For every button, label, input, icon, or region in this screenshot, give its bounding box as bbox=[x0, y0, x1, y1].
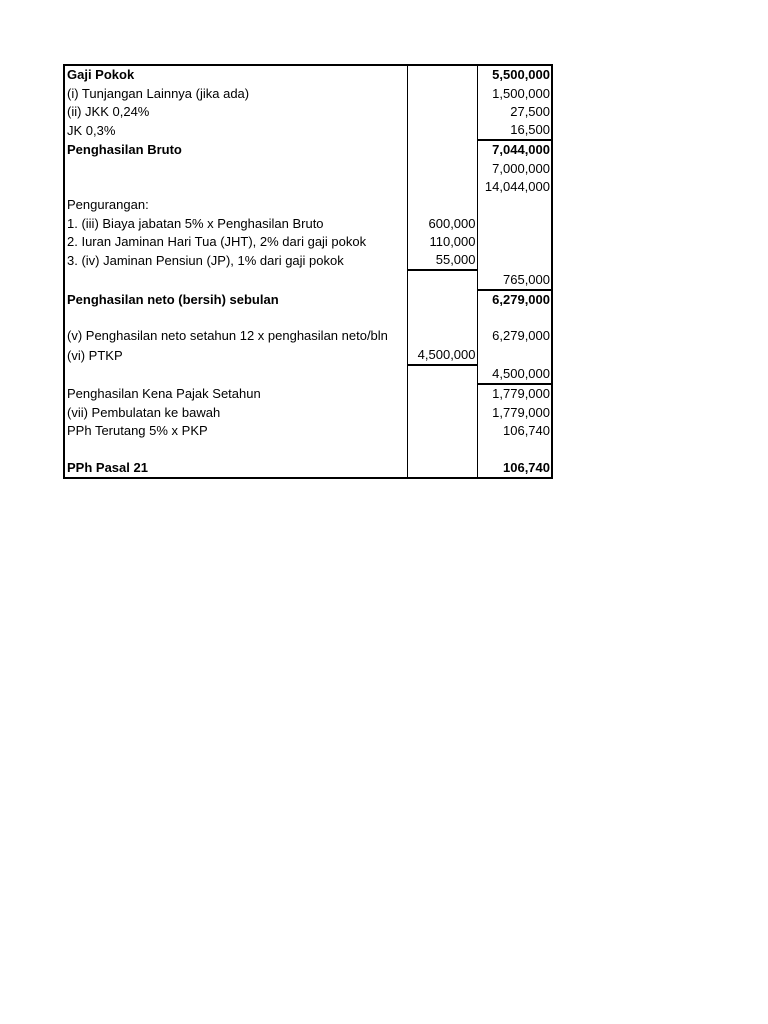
row-label: Penghasilan neto (bersih) sebulan bbox=[67, 291, 279, 307]
table-row bbox=[65, 121, 551, 140]
row-deduction-value bbox=[407, 140, 477, 159]
table-row bbox=[65, 290, 551, 309]
table-row bbox=[65, 422, 551, 440]
table-row bbox=[65, 440, 551, 458]
row-label: Gaji Pokok bbox=[67, 67, 135, 83]
row-label bbox=[65, 178, 407, 196]
row-amount bbox=[477, 196, 551, 214]
row-amount: 106,740 bbox=[503, 422, 550, 438]
row-deduction-value bbox=[407, 121, 477, 140]
row-deduction-value bbox=[407, 178, 477, 196]
table-row bbox=[65, 270, 551, 289]
row-deduction-value: 55,000 bbox=[407, 251, 477, 270]
row-deduction-value bbox=[407, 458, 477, 476]
table-row bbox=[65, 196, 551, 214]
row-deduction-value: 600,000 bbox=[407, 214, 477, 232]
row-deduction-value: 4,500,000 bbox=[407, 345, 477, 364]
row-label bbox=[65, 270, 407, 289]
table-row bbox=[65, 66, 551, 84]
row-label: (v) Penghasilan neto setahun 12 x penghasilan neto/bln bbox=[67, 328, 388, 344]
row-label bbox=[65, 309, 407, 327]
row-label: PPh Pasal 21 bbox=[67, 459, 148, 475]
table-row bbox=[65, 251, 551, 270]
pph21-table bbox=[65, 66, 551, 477]
row-amount: 16,500 bbox=[510, 122, 550, 138]
table-row bbox=[65, 84, 551, 102]
row-deduction-value bbox=[407, 309, 477, 327]
row-deduction-value bbox=[407, 103, 477, 121]
row-label: 1. (iii) Biaya jabatan 5% x Penghasilan Bruto bbox=[67, 215, 324, 231]
row-amount bbox=[477, 233, 551, 251]
table-row bbox=[65, 309, 551, 327]
row-amount bbox=[477, 440, 551, 458]
row-label: (vi) PTKP bbox=[67, 347, 123, 363]
table-row bbox=[65, 140, 551, 159]
row-label bbox=[65, 365, 407, 384]
row-label: 3. (iv) Jaminan Pensiun (JP), 1% dari gaji pokok bbox=[67, 253, 344, 269]
row-amount: 7,000,000 bbox=[492, 160, 550, 176]
row-deduction-value bbox=[407, 159, 477, 177]
row-deduction-value bbox=[407, 365, 477, 384]
row-label: Penghasilan Bruto bbox=[67, 142, 182, 158]
row-label: (i) Tunjangan Lainnya (jika ada) bbox=[67, 85, 250, 101]
row-amount: 765,000 bbox=[503, 271, 550, 287]
row-amount: 6,279,000 bbox=[492, 328, 550, 344]
row-amount: 14,044,000 bbox=[484, 179, 550, 195]
table-row bbox=[65, 458, 551, 476]
row-label: PPh Terutang 5% x PKP bbox=[67, 422, 208, 438]
row-amount: 4,500,000 bbox=[492, 366, 550, 382]
row-deduction-value bbox=[407, 66, 477, 84]
table-row bbox=[65, 327, 551, 345]
table-body bbox=[65, 66, 551, 477]
row-deduction-value bbox=[407, 84, 477, 102]
table-row bbox=[65, 345, 551, 364]
table-row bbox=[65, 384, 551, 403]
row-amount: 6,279,000 bbox=[477, 290, 551, 309]
row-label: Penghasilan Kena Pajak Setahun bbox=[67, 386, 261, 402]
row-deduction-value bbox=[407, 196, 477, 214]
row-label: 2. Iuran Jaminan Hari Tua (JHT), 2% dari gaji pokok bbox=[67, 233, 367, 249]
row-label: Pengurangan: bbox=[67, 197, 149, 213]
table-row bbox=[65, 178, 551, 196]
row-amount bbox=[477, 345, 551, 364]
row-amount: 1,779,000 bbox=[492, 404, 550, 420]
row-amount: 1,500,000 bbox=[492, 85, 550, 101]
row-label: (ii) JKK 0,24% bbox=[67, 103, 150, 119]
row-amount: 7,044,000 bbox=[477, 140, 551, 159]
row-amount: 1,779,000 bbox=[477, 384, 551, 403]
table-row bbox=[65, 403, 551, 421]
row-amount bbox=[477, 309, 551, 327]
row-deduction-value bbox=[407, 422, 477, 440]
table-row bbox=[65, 103, 551, 121]
table-row bbox=[65, 214, 551, 232]
row-label bbox=[65, 440, 407, 458]
row-amount bbox=[477, 214, 551, 232]
table-row bbox=[65, 159, 551, 177]
row-amount: 27,500 bbox=[510, 103, 550, 119]
tax-calculation-sheet bbox=[63, 64, 553, 479]
row-deduction-value bbox=[407, 403, 477, 421]
row-deduction-value: 110,000 bbox=[407, 233, 477, 251]
row-amount: 106,740 bbox=[503, 459, 550, 475]
row-label bbox=[65, 159, 407, 177]
row-deduction-value bbox=[407, 384, 477, 403]
row-deduction-value bbox=[407, 290, 477, 309]
row-label: (vii) Pembulatan ke bawah bbox=[67, 404, 221, 420]
table-row bbox=[65, 233, 551, 251]
row-amount bbox=[477, 251, 551, 270]
row-amount: 5,500,000 bbox=[492, 67, 550, 83]
row-label: JK 0,3% bbox=[67, 123, 116, 139]
row-deduction-value bbox=[407, 440, 477, 458]
row-deduction-value bbox=[407, 270, 477, 289]
row-deduction-value bbox=[407, 327, 477, 345]
table-row bbox=[65, 365, 551, 384]
